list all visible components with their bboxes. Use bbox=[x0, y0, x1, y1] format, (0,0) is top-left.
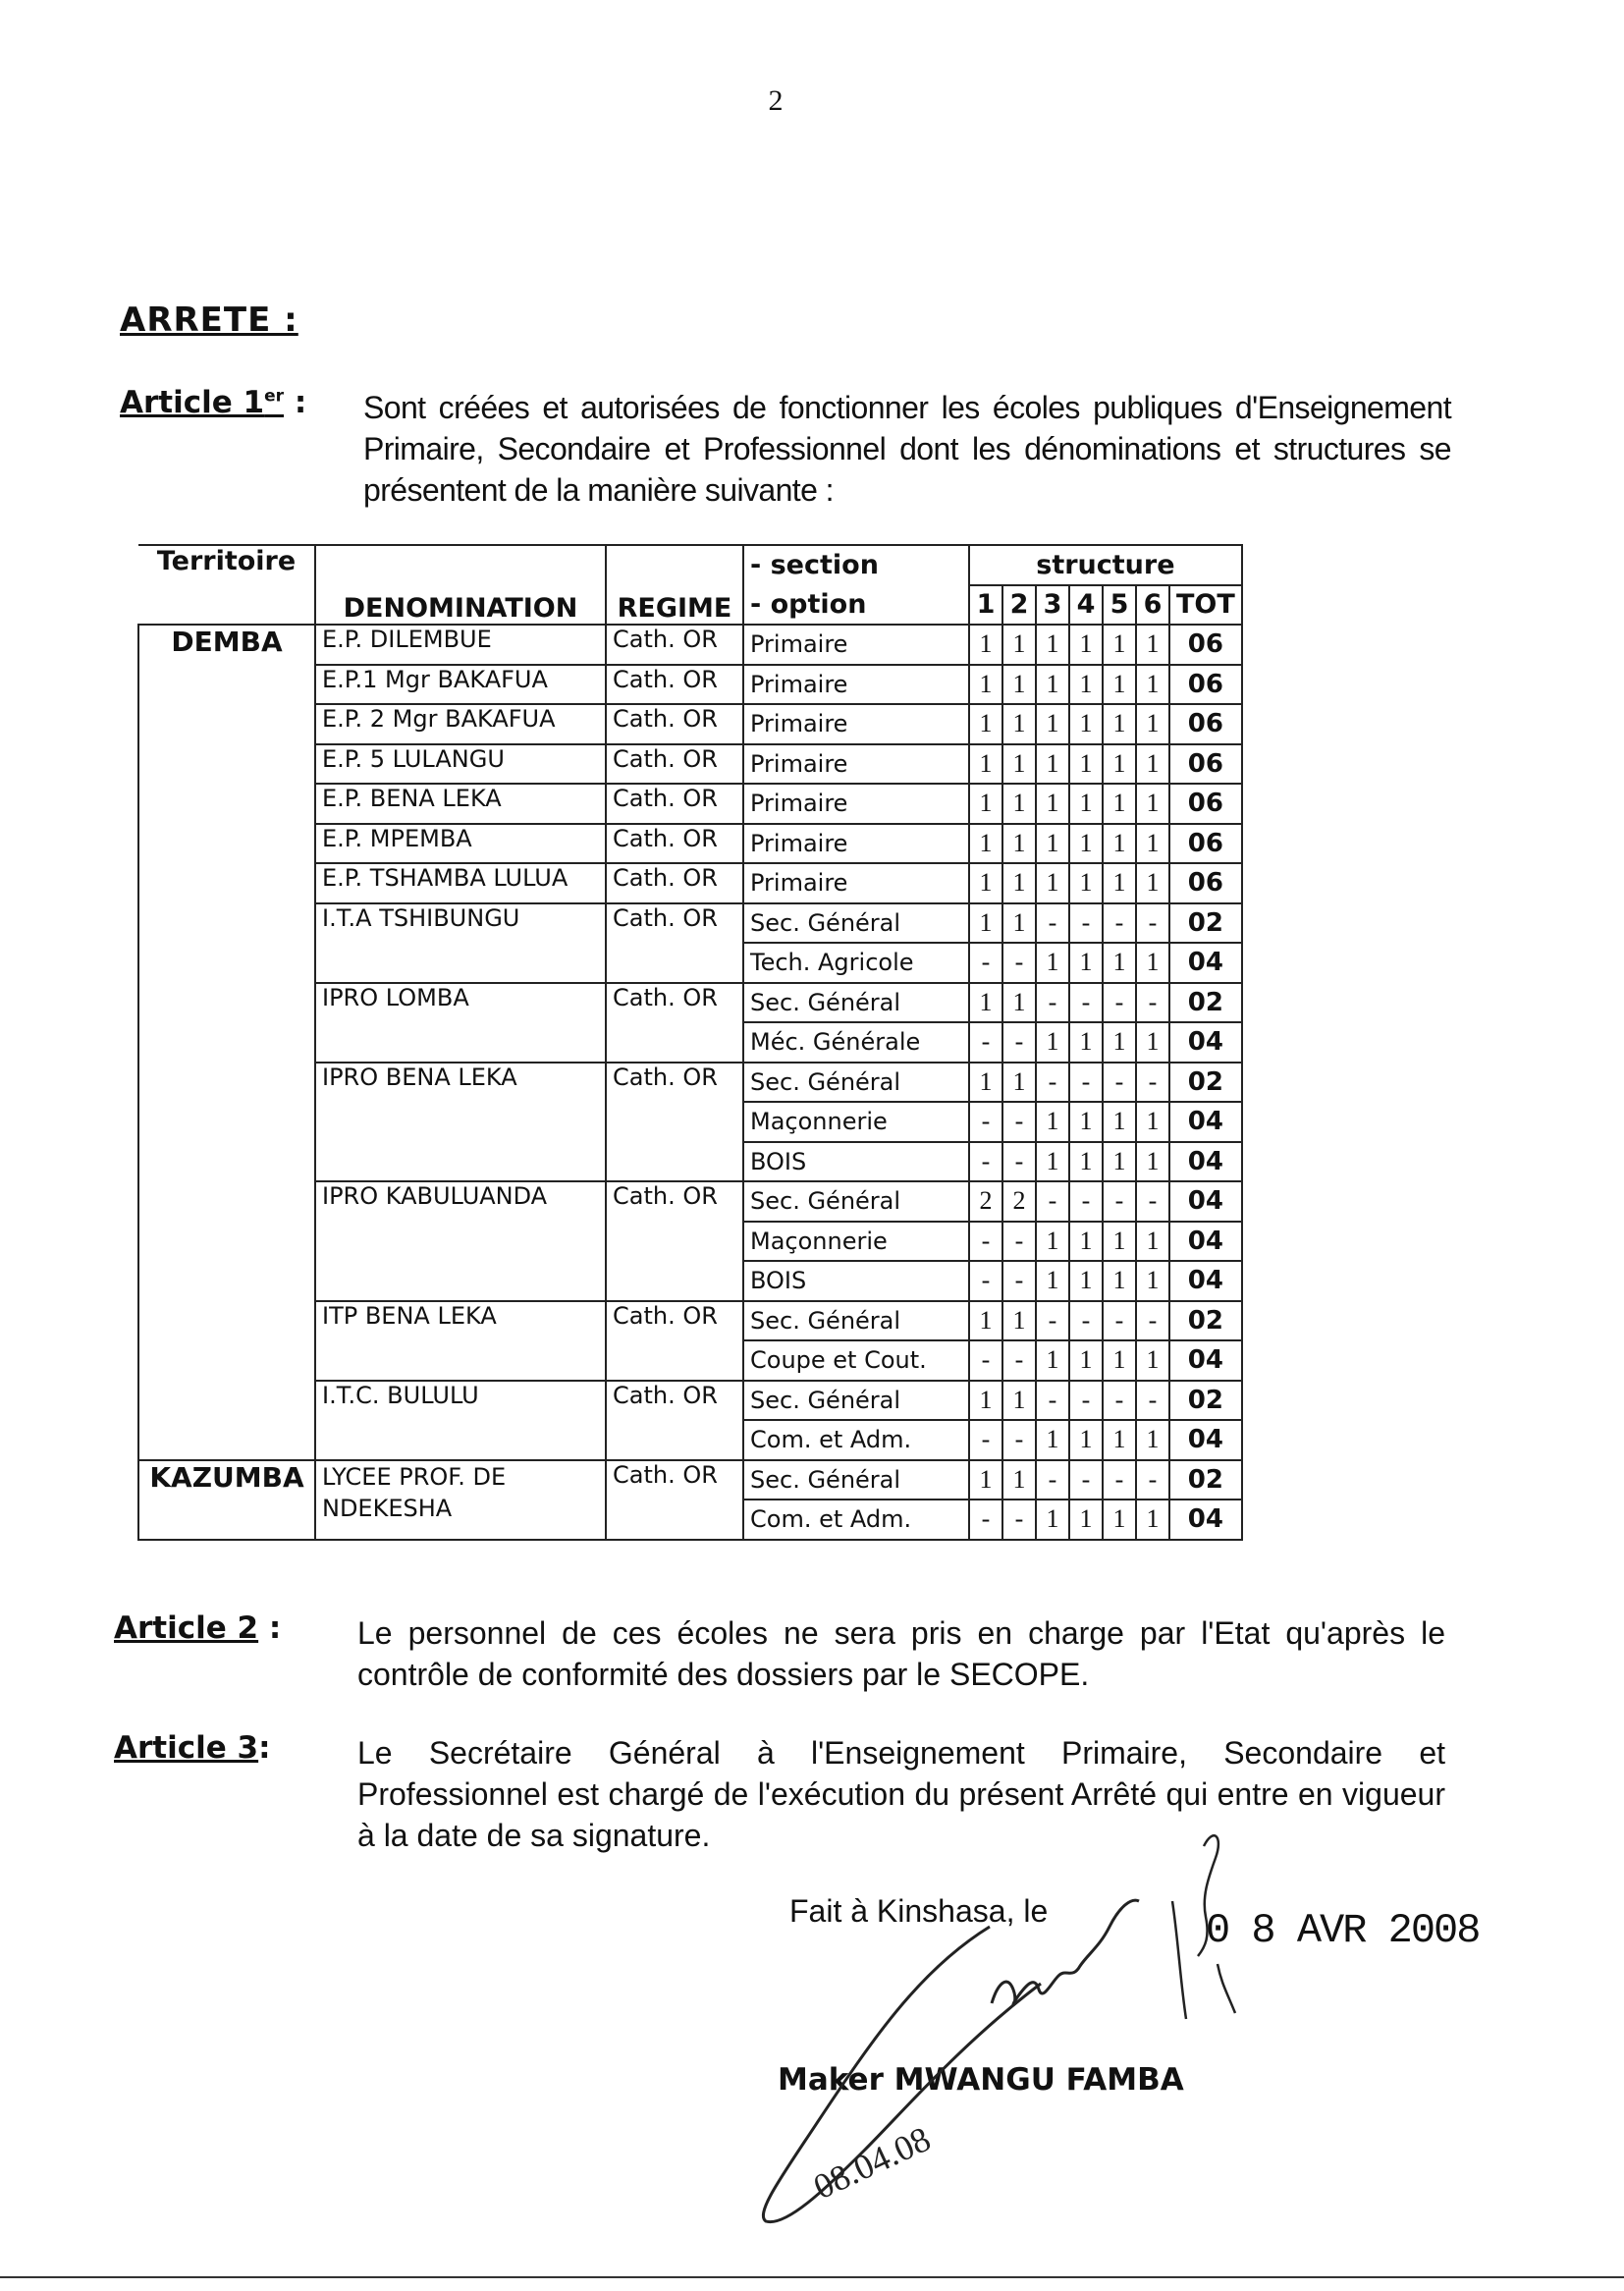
regime-header: REGIME bbox=[606, 545, 743, 625]
structure-cell: 1 bbox=[1069, 784, 1103, 824]
article-2-label-text: Article 2 bbox=[114, 1610, 259, 1646]
tot-cell: 06 bbox=[1169, 665, 1242, 705]
structure-cell: - bbox=[1002, 1102, 1036, 1142]
place-of-signature: Fait à Kinshasa, le bbox=[789, 1893, 1049, 1929]
decree-heading: ARRETE : bbox=[120, 300, 298, 340]
structure-cell: 1 bbox=[1136, 784, 1169, 824]
tot-cell: 06 bbox=[1169, 784, 1242, 824]
structure-cell: 1 bbox=[1069, 943, 1103, 983]
handwritten-date: 08.04.08 bbox=[807, 2118, 937, 2208]
tot-cell: 06 bbox=[1169, 863, 1242, 903]
structure-cell: - bbox=[1069, 1460, 1103, 1500]
regime-cell: Cath. OR bbox=[606, 1063, 743, 1182]
denomination-cell: I.T.C. BULULU bbox=[315, 1381, 606, 1460]
tot-cell: 02 bbox=[1169, 1460, 1242, 1500]
territoire-header: Territoire bbox=[138, 545, 315, 625]
structure-cell: - bbox=[1136, 1381, 1169, 1421]
structure-cell: 1 bbox=[1002, 1301, 1036, 1341]
article-1-text: Sont créées et autorisées de fonctionner les écoles publiques d'Enseignement Primaire, Secondaire et Professionnel dont les dénominations et structures se présentent de la manière suivante : bbox=[363, 390, 1451, 508]
structure-cell: - bbox=[1069, 1063, 1103, 1103]
territoire-cell: KAZUMBA bbox=[138, 1460, 315, 1540]
structure-cell: 1 bbox=[969, 744, 1002, 785]
structure-cell: 1 bbox=[1036, 1420, 1069, 1460]
structure-col-4: 4 bbox=[1069, 585, 1103, 626]
article-3-text: Le Secrétaire Général à l'Enseignement Primaire, Secondaire et Professionnel est chargé de l'exécution du présent Arrêté qui entre en vigueur à la date de sa signature. bbox=[357, 1735, 1445, 1853]
signer-name: Maker MWANGU FAMBA bbox=[778, 2062, 1184, 2098]
structure-cell: - bbox=[1002, 943, 1036, 983]
section-option-cell: BOIS bbox=[743, 1142, 969, 1182]
structure-cell: - bbox=[1136, 1181, 1169, 1222]
structure-cell: - bbox=[1069, 1181, 1103, 1222]
structure-cell: 1 bbox=[1069, 1261, 1103, 1301]
denomination-cell: E.P. 5 LULANGU bbox=[315, 744, 606, 785]
structure-cell: 1 bbox=[1036, 1500, 1069, 1540]
section-option-cell: Sec. Général bbox=[743, 983, 969, 1023]
structure-cell: 1 bbox=[1103, 863, 1136, 903]
tot-cell: 04 bbox=[1169, 1500, 1242, 1540]
tot-cell: 04 bbox=[1169, 1261, 1242, 1301]
tot-cell: 02 bbox=[1169, 983, 1242, 1023]
regime-cell: Cath. OR bbox=[606, 983, 743, 1063]
structure-cell: 1 bbox=[1103, 1142, 1136, 1182]
structure-cell: - bbox=[1103, 903, 1136, 944]
regime-cell: Cath. OR bbox=[606, 704, 743, 744]
structure-cell: 1 bbox=[1069, 1222, 1103, 1262]
structure-cell: - bbox=[969, 1340, 1002, 1381]
structure-cell: - bbox=[1136, 1301, 1169, 1341]
section-header: - section bbox=[743, 545, 969, 585]
structure-cell: 1 bbox=[1103, 1340, 1136, 1381]
structure-cell: 1 bbox=[1002, 744, 1036, 785]
section-option-cell: Sec. Général bbox=[743, 1063, 969, 1103]
denomination-cell: E.P. 2 Mgr BAKAFUA bbox=[315, 704, 606, 744]
section-option-cell: Primaire bbox=[743, 625, 969, 665]
tot-cell: 04 bbox=[1169, 1181, 1242, 1222]
page-number: 2 bbox=[768, 84, 784, 117]
denomination-cell: E.P. TSHAMBA LULUA bbox=[315, 863, 606, 903]
structure-col-6: 6 bbox=[1136, 585, 1169, 626]
structure-cell: 1 bbox=[1036, 1102, 1069, 1142]
structure-cell: 1 bbox=[1103, 625, 1136, 665]
structure-cell: - bbox=[1036, 1181, 1069, 1222]
regime-cell: Cath. OR bbox=[606, 863, 743, 903]
structure-cell: 1 bbox=[1103, 1102, 1136, 1142]
structure-cell: 1 bbox=[1069, 744, 1103, 785]
structure-cell: - bbox=[1069, 983, 1103, 1023]
structure-cell: - bbox=[1002, 1142, 1036, 1182]
structure-cell: - bbox=[1002, 1261, 1036, 1301]
structure-cell: 1 bbox=[969, 1460, 1002, 1500]
article-1-label-text: Article 1 bbox=[120, 385, 265, 420]
structure-cell: - bbox=[1136, 983, 1169, 1023]
regime-cell: Cath. OR bbox=[606, 1381, 743, 1460]
section-option-cell: Primaire bbox=[743, 704, 969, 744]
structure-cell: 1 bbox=[1069, 863, 1103, 903]
structure-cell: 1 bbox=[1103, 1222, 1136, 1262]
structure-cell: - bbox=[969, 1222, 1002, 1262]
structure-cell: 1 bbox=[1036, 704, 1069, 744]
regime-cell: Cath. OR bbox=[606, 665, 743, 705]
structure-cell: - bbox=[1002, 1500, 1036, 1540]
tot-cell: 02 bbox=[1169, 1301, 1242, 1341]
structure-cell: 1 bbox=[1103, 1500, 1136, 1540]
section-option-cell: Sec. Général bbox=[743, 1301, 969, 1341]
structure-cell: - bbox=[1103, 1063, 1136, 1103]
structure-cell: - bbox=[1002, 1022, 1036, 1063]
tot-cell: 02 bbox=[1169, 1381, 1242, 1421]
structure-cell: 1 bbox=[1069, 665, 1103, 705]
structure-cell: 1 bbox=[1069, 1500, 1103, 1540]
structure-cell: 1 bbox=[1036, 943, 1069, 983]
section-option-cell: Coupe et Cout. bbox=[743, 1340, 969, 1381]
structure-cell: - bbox=[969, 1500, 1002, 1540]
structure-cell: 1 bbox=[969, 784, 1002, 824]
section-option-cell: Tech. Agricole bbox=[743, 943, 969, 983]
structure-cell: 1 bbox=[1036, 744, 1069, 785]
structure-cell: 1 bbox=[1069, 1340, 1103, 1381]
structure-cell: 1 bbox=[1103, 1420, 1136, 1460]
regime-cell: Cath. OR bbox=[606, 744, 743, 785]
denomination-header: DENOMINATION bbox=[315, 545, 606, 625]
structure-cell: 1 bbox=[1036, 665, 1069, 705]
structure-cell: - bbox=[1103, 1460, 1136, 1500]
structure-cell: 1 bbox=[1036, 1142, 1069, 1182]
structure-cell: - bbox=[1002, 1340, 1036, 1381]
tot-cell: 04 bbox=[1169, 1340, 1242, 1381]
structure-cell: 1 bbox=[1002, 1460, 1036, 1500]
structure-cell: 1 bbox=[1136, 744, 1169, 785]
denomination-cell: E.P. DILEMBUE bbox=[315, 625, 606, 665]
structure-cell: 2 bbox=[1002, 1181, 1036, 1222]
structure-cell: 1 bbox=[1002, 1063, 1036, 1103]
article-2-text: Le personnel de ces écoles ne sera pris en charge par l'Etat qu'après le contrôle de conformité des dossiers par le SECOPE. bbox=[357, 1615, 1445, 1692]
structure-cell: - bbox=[1069, 1381, 1103, 1421]
structure-cell: - bbox=[969, 943, 1002, 983]
regime-cell: Cath. OR bbox=[606, 625, 743, 665]
section-option-cell: Sec. Général bbox=[743, 1181, 969, 1222]
structure-header: structure bbox=[969, 545, 1242, 585]
section-option-cell: Maçonnerie bbox=[743, 1102, 969, 1142]
structure-cell: 1 bbox=[969, 863, 1002, 903]
structure-cell: 1 bbox=[1136, 1340, 1169, 1381]
structure-cell: 1 bbox=[1002, 863, 1036, 903]
structure-cell: 1 bbox=[1036, 784, 1069, 824]
structure-cell: 1 bbox=[1136, 1500, 1169, 1540]
structure-cell: - bbox=[1002, 1222, 1036, 1262]
tot-cell: 04 bbox=[1169, 943, 1242, 983]
article-1-sup: er bbox=[264, 386, 285, 407]
structure-cell: 1 bbox=[1103, 744, 1136, 785]
tot-header: TOT bbox=[1169, 585, 1242, 626]
tot-cell: 04 bbox=[1169, 1022, 1242, 1063]
structure-cell: - bbox=[1136, 1063, 1169, 1103]
structure-cell: - bbox=[969, 1102, 1002, 1142]
structure-cell: 1 bbox=[1136, 1022, 1169, 1063]
structure-cell: 1 bbox=[1069, 1022, 1103, 1063]
denomination-cell: E.P. BENA LEKA bbox=[315, 784, 606, 824]
structure-cell: - bbox=[1103, 1181, 1136, 1222]
section-option-cell: Sec. Général bbox=[743, 1381, 969, 1421]
structure-cell: 1 bbox=[1136, 704, 1169, 744]
structure-cell: - bbox=[969, 1022, 1002, 1063]
denomination-cell: ITP BENA LEKA bbox=[315, 1301, 606, 1381]
tot-cell: 06 bbox=[1169, 704, 1242, 744]
section-option-cell: Primaire bbox=[743, 665, 969, 705]
structure-cell: 1 bbox=[1136, 1261, 1169, 1301]
structure-col-5: 5 bbox=[1103, 585, 1136, 626]
structure-cell: 1 bbox=[1136, 943, 1169, 983]
structure-cell: 1 bbox=[1036, 1222, 1069, 1262]
section-option-cell: Primaire bbox=[743, 744, 969, 785]
structure-cell: 1 bbox=[1103, 704, 1136, 744]
structure-cell: 1 bbox=[1069, 625, 1103, 665]
regime-cell: Cath. OR bbox=[606, 1181, 743, 1301]
regime-cell: Cath. OR bbox=[606, 784, 743, 824]
structure-cell: 1 bbox=[969, 625, 1002, 665]
structure-cell: 1 bbox=[1103, 824, 1136, 864]
tot-cell: 06 bbox=[1169, 744, 1242, 785]
regime-cell: Cath. OR bbox=[606, 824, 743, 864]
structure-col-2: 2 bbox=[1002, 585, 1036, 626]
structure-cell: - bbox=[969, 1142, 1002, 1182]
structure-cell: 1 bbox=[1036, 824, 1069, 864]
tot-cell: 04 bbox=[1169, 1222, 1242, 1262]
tot-cell: 04 bbox=[1169, 1142, 1242, 1182]
structure-cell: 1 bbox=[1036, 625, 1069, 665]
structure-cell: 1 bbox=[969, 824, 1002, 864]
structure-cell: - bbox=[1036, 1460, 1069, 1500]
article-3-label-text: Article 3 bbox=[114, 1730, 259, 1766]
structure-cell: 1 bbox=[1136, 1420, 1169, 1460]
structure-cell: 1 bbox=[1002, 784, 1036, 824]
structure-cell: 1 bbox=[1136, 625, 1169, 665]
option-header: - option bbox=[743, 585, 969, 626]
structure-cell: 2 bbox=[969, 1181, 1002, 1222]
structure-cell: - bbox=[1103, 1381, 1136, 1421]
regime-cell: Cath. OR bbox=[606, 903, 743, 983]
structure-cell: 1 bbox=[1069, 1142, 1103, 1182]
section-option-cell: Maçonnerie bbox=[743, 1222, 969, 1262]
structure-cell: 1 bbox=[969, 1301, 1002, 1341]
article-1-colon: : bbox=[284, 385, 307, 420]
structure-cell: - bbox=[1069, 903, 1103, 944]
denomination-cell: I.T.A TSHIBUNGU bbox=[315, 903, 606, 983]
structure-cell: - bbox=[1002, 1420, 1036, 1460]
structure-cell: 1 bbox=[1069, 824, 1103, 864]
structure-cell: - bbox=[1136, 1460, 1169, 1500]
structure-cell: 1 bbox=[1002, 1381, 1036, 1421]
structure-cell: 1 bbox=[969, 1063, 1002, 1103]
structure-cell: 1 bbox=[1136, 1222, 1169, 1262]
bottom-rule bbox=[0, 2276, 1624, 2278]
structure-cell: - bbox=[1036, 1381, 1069, 1421]
structure-cell: 1 bbox=[1103, 1022, 1136, 1063]
denomination-cell: IPRO KABULUANDA bbox=[315, 1181, 606, 1301]
structure-cell: 1 bbox=[1136, 863, 1169, 903]
structure-cell: 1 bbox=[969, 1381, 1002, 1421]
structure-cell: 1 bbox=[1002, 903, 1036, 944]
structure-cell: 1 bbox=[1002, 704, 1036, 744]
territoire-cell: DEMBA bbox=[138, 625, 315, 1460]
structure-cell: 1 bbox=[1103, 943, 1136, 983]
regime-cell: Cath. OR bbox=[606, 1301, 743, 1381]
denomination-cell: E.P. MPEMBA bbox=[315, 824, 606, 864]
article-3-colon: : bbox=[258, 1730, 271, 1766]
denomination-cell: LYCEE PROF. DE NDEKESHA bbox=[315, 1460, 606, 1540]
structure-cell: 1 bbox=[1069, 704, 1103, 744]
section-option-cell: Méc. Générale bbox=[743, 1022, 969, 1063]
structure-cell: 1 bbox=[1002, 824, 1036, 864]
structure-cell: - bbox=[969, 1261, 1002, 1301]
tot-cell: 06 bbox=[1169, 824, 1242, 864]
structure-cell: - bbox=[969, 1420, 1002, 1460]
structure-cell: 1 bbox=[969, 665, 1002, 705]
tot-cell: 06 bbox=[1169, 625, 1242, 665]
section-option-cell: BOIS bbox=[743, 1261, 969, 1301]
structure-cell: 1 bbox=[1136, 1102, 1169, 1142]
structure-cell: 1 bbox=[1036, 1022, 1069, 1063]
denomination-cell: IPRO BENA LEKA bbox=[315, 1063, 606, 1182]
structure-cell: 1 bbox=[1103, 665, 1136, 705]
structure-cell: - bbox=[1036, 1063, 1069, 1103]
structure-cell: - bbox=[1036, 983, 1069, 1023]
structure-cell: - bbox=[1069, 1301, 1103, 1341]
structure-cell: - bbox=[1103, 1301, 1136, 1341]
structure-cell: 1 bbox=[969, 903, 1002, 944]
structure-cell: 1 bbox=[1069, 1102, 1103, 1142]
structure-cell: - bbox=[1036, 1301, 1069, 1341]
structure-cell: - bbox=[1103, 983, 1136, 1023]
tot-cell: 04 bbox=[1169, 1420, 1242, 1460]
denomination-cell: IPRO LOMBA bbox=[315, 983, 606, 1063]
structure-cell: 1 bbox=[1036, 1261, 1069, 1301]
article-2-colon: : bbox=[258, 1610, 282, 1646]
structure-cell: 1 bbox=[1036, 863, 1069, 903]
structure-cell: - bbox=[1036, 903, 1069, 944]
structure-cell: 1 bbox=[1136, 665, 1169, 705]
structure-cell: 1 bbox=[1002, 983, 1036, 1023]
regime-cell: Cath. OR bbox=[606, 1460, 743, 1540]
tot-cell: 04 bbox=[1169, 1102, 1242, 1142]
structure-cell: 1 bbox=[969, 983, 1002, 1023]
structure-cell: 1 bbox=[1103, 784, 1136, 824]
structure-col-3: 3 bbox=[1036, 585, 1069, 626]
structure-cell: 1 bbox=[1002, 665, 1036, 705]
section-option-cell: Com. et Adm. bbox=[743, 1420, 969, 1460]
signature-date: 0 8 AVR 2008 bbox=[1206, 1907, 1480, 1954]
section-option-cell: Primaire bbox=[743, 824, 969, 864]
structure-col-1: 1 bbox=[969, 585, 1002, 626]
section-option-cell: Primaire bbox=[743, 863, 969, 903]
structure-cell: 1 bbox=[1136, 1142, 1169, 1182]
structure-cell: 1 bbox=[969, 704, 1002, 744]
structure-cell: 1 bbox=[1002, 625, 1036, 665]
structure-cell: 1 bbox=[1036, 1340, 1069, 1381]
section-option-cell: Sec. Général bbox=[743, 1460, 969, 1500]
section-option-cell: Sec. Général bbox=[743, 903, 969, 944]
tot-cell: 02 bbox=[1169, 903, 1242, 944]
structure-cell: 1 bbox=[1136, 824, 1169, 864]
tot-cell: 02 bbox=[1169, 1063, 1242, 1103]
structure-cell: 1 bbox=[1069, 1420, 1103, 1460]
denomination-cell: E.P.1 Mgr BAKAFUA bbox=[315, 665, 606, 705]
section-option-cell: Primaire bbox=[743, 784, 969, 824]
structure-cell: 1 bbox=[1103, 1261, 1136, 1301]
structure-cell: - bbox=[1136, 903, 1169, 944]
section-option-cell: Com. et Adm. bbox=[743, 1500, 969, 1540]
